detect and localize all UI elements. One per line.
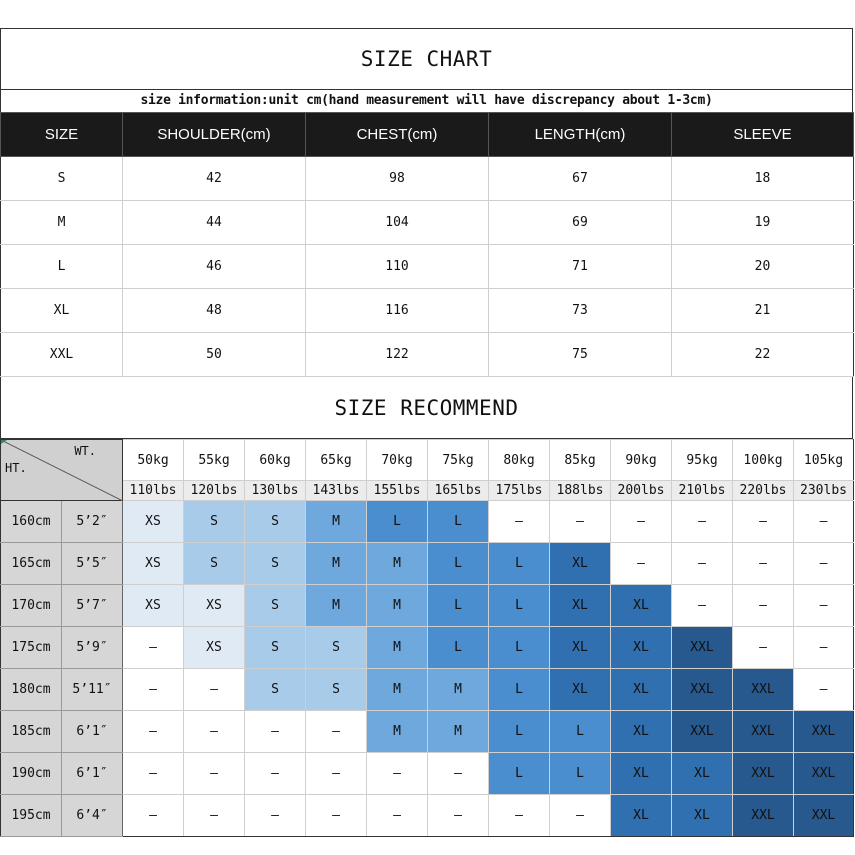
weight-lbs-cell: 210lbs [672,481,733,501]
recommend-size-cell: – [123,711,184,753]
recommend-size-cell: – [733,627,794,669]
weight-lbs-cell: 188lbs [550,481,611,501]
height-ft-cell: 5’5″ [62,543,123,585]
recommend-size-cell: XXL [794,753,854,795]
recommend-row [1,711,854,753]
weight-lbs-cell: 230lbs [794,481,854,501]
size-chart-cell: 44 [123,201,306,245]
recommend-size-cell: XXL [672,711,733,753]
recommend-size-cell: XL [611,753,672,795]
recommend-size-cell: XL [611,627,672,669]
recommend-size-cell: S [184,501,245,543]
weight-lbs-cell: 120lbs [184,481,245,501]
height-axis-label: HT. [5,461,27,475]
size-chart-cell: 104 [306,201,489,245]
weight-lbs-cell: 130lbs [245,481,306,501]
recommend-size-cell: – [184,711,245,753]
recommend-size-cell: – [489,501,550,543]
recommend-size-cell: – [245,711,306,753]
weight-lbs-cell: 143lbs [306,481,367,501]
weight-lbs-cell: 200lbs [611,481,672,501]
recommend-size-cell: L [489,585,550,627]
weight-kg-cell: 65kg [306,440,367,481]
size-chart-table [0,112,854,377]
recommend-size-cell: – [184,753,245,795]
recommend-size-cell: – [733,585,794,627]
recommend-size-cell: XL [672,795,733,837]
recommend-size-cell: – [550,501,611,543]
recommend-size-cell: XL [672,753,733,795]
size-chart-cell: 46 [123,245,306,289]
recommend-size-cell: – [245,753,306,795]
size-chart-cell: 73 [489,289,672,333]
height-ft-cell: 5’11″ [62,669,123,711]
header-size: SIZE [1,113,123,157]
size-recommend-title: SIZE RECOMMEND [0,377,853,439]
weight-kg-cell: 85kg [550,440,611,481]
recommend-size-cell: – [550,795,611,837]
recommend-size-cell: S [184,543,245,585]
recommend-size-cell: XXL [672,627,733,669]
recommend-size-cell: XXL [733,753,794,795]
table-row [1,157,854,201]
recommend-size-cell: XL [550,669,611,711]
size-chart-cell: 98 [306,157,489,201]
recommend-size-cell: XXL [733,669,794,711]
recommend-size-cell: – [123,627,184,669]
recommend-size-cell: XXL [733,711,794,753]
recommend-size-cell: XL [550,627,611,669]
size-chart-cell: 67 [489,157,672,201]
recommend-size-cell: L [489,753,550,795]
weight-lbs-cell: 155lbs [367,481,428,501]
recommend-size-cell: L [428,627,489,669]
recommend-size-cell: S [245,627,306,669]
height-cm-cell: 175cm [1,627,62,669]
height-cm-cell: 195cm [1,795,62,837]
height-ft-cell: 6’4″ [62,795,123,837]
recommend-size-cell: L [489,711,550,753]
recommend-size-cell: – [123,795,184,837]
recommend-row [1,501,854,543]
size-chart-cell: 69 [489,201,672,245]
height-cm-cell: 180cm [1,669,62,711]
weight-kg-cell: 95kg [672,440,733,481]
recommend-size-cell: – [306,711,367,753]
recommend-size-cell: – [794,669,854,711]
size-sheet [0,28,854,837]
recommend-size-cell: M [367,585,428,627]
recommend-size-cell: – [123,753,184,795]
measurement-note: size information:unit cm(hand measurement will have discrepancy about 1-3cm) [0,90,853,112]
size-chart-cell: 20 [672,245,854,289]
recommend-size-cell: S [245,585,306,627]
size-chart-cell: 18 [672,157,854,201]
recommend-row [1,585,854,627]
recommend-size-cell: – [611,543,672,585]
recommend-size-cell: S [306,627,367,669]
weight-kg-cell: 75kg [428,440,489,481]
recommend-size-cell: XXL [794,795,854,837]
weight-lbs-cell: 220lbs [733,481,794,501]
header-sleeve: SLEEVE [672,113,854,157]
size-chart-header-row [1,113,854,157]
recommend-size-cell: M [367,669,428,711]
size-recommend-table [0,439,854,837]
recommend-size-cell: – [306,753,367,795]
height-ft-cell: 5’7″ [62,585,123,627]
recommend-size-cell: L [489,669,550,711]
recommend-size-cell: XL [550,585,611,627]
weight-lbs-cell: 175lbs [489,481,550,501]
recommend-size-cell: – [794,501,854,543]
recommend-size-cell: XL [611,669,672,711]
height-cm-cell: 165cm [1,543,62,585]
table-row [1,201,854,245]
height-cm-cell: 160cm [1,501,62,543]
recommend-size-cell: S [245,543,306,585]
table-row [1,333,854,377]
recommend-size-cell: L [550,711,611,753]
size-chart-cell: 48 [123,289,306,333]
recommend-size-cell: XS [123,543,184,585]
recommend-size-cell: L [489,543,550,585]
recommend-size-cell: M [306,543,367,585]
size-chart-cell: L [1,245,123,289]
recommend-size-cell: – [306,795,367,837]
size-chart-title: SIZE CHART [0,28,853,90]
recommend-size-cell: – [794,627,854,669]
recommend-size-cell: L [428,585,489,627]
weight-kg-cell: 105kg [794,440,854,481]
recommend-size-cell: – [794,543,854,585]
weight-kg-cell: 60kg [245,440,306,481]
recommend-size-cell: – [184,669,245,711]
recommend-size-cell: – [184,795,245,837]
recommend-size-cell: – [245,795,306,837]
height-cm-cell: 170cm [1,585,62,627]
recommend-size-cell: – [672,585,733,627]
recommend-row [1,627,854,669]
weight-kg-cell: 80kg [489,440,550,481]
recommend-size-cell: XXL [794,711,854,753]
recommend-size-cell: – [733,543,794,585]
recommend-size-cell: M [306,585,367,627]
recommend-size-cell: – [367,753,428,795]
weight-lbs-cell: 165lbs [428,481,489,501]
recommend-size-cell: XL [611,795,672,837]
table-row [1,289,854,333]
size-chart-cell: 75 [489,333,672,377]
recommend-row [1,753,854,795]
size-chart-cell: 42 [123,157,306,201]
weight-kg-row [1,440,854,481]
size-chart-cell: S [1,157,123,201]
recommend-size-cell: – [672,501,733,543]
recommend-size-cell: XXL [733,795,794,837]
size-chart-cell: 21 [672,289,854,333]
weight-kg-cell: 100kg [733,440,794,481]
recommend-row [1,543,854,585]
recommend-size-cell: S [306,669,367,711]
height-ft-cell: 6’1″ [62,711,123,753]
size-chart-cell: 116 [306,289,489,333]
recommend-size-cell: L [428,543,489,585]
weight-kg-cell: 90kg [611,440,672,481]
weight-lbs-cell: 110lbs [123,481,184,501]
recommend-size-cell: L [550,753,611,795]
height-ft-cell: 5’2″ [62,501,123,543]
recommend-size-cell: – [611,501,672,543]
recommend-size-cell: XL [611,711,672,753]
recommend-size-cell: – [123,669,184,711]
size-chart-cell: 122 [306,333,489,377]
recommend-size-cell: – [428,753,489,795]
height-ft-cell: 5’9″ [62,627,123,669]
size-chart-cell: 110 [306,245,489,289]
header-shoulder: SHOULDER(cm) [123,113,306,157]
recommend-size-cell: M [428,669,489,711]
recommend-row [1,669,854,711]
height-cm-cell: 190cm [1,753,62,795]
recommend-size-cell: M [306,501,367,543]
recommend-size-cell: L [367,501,428,543]
recommend-size-cell: – [794,585,854,627]
size-chart-cell: 50 [123,333,306,377]
size-chart-cell: 19 [672,201,854,245]
table-row [1,245,854,289]
corner-cell [1,440,123,501]
recommend-size-cell: – [428,795,489,837]
recommend-size-cell: M [367,543,428,585]
recommend-size-cell: – [733,501,794,543]
size-chart-cell: M [1,201,123,245]
size-chart-cell: XL [1,289,123,333]
recommend-size-cell: XL [611,585,672,627]
weight-lbs-row [1,481,854,501]
recommend-size-cell: M [367,711,428,753]
weight-kg-cell: 50kg [123,440,184,481]
height-cm-cell: 185cm [1,711,62,753]
recommend-size-cell: XS [184,627,245,669]
size-chart-cell: 22 [672,333,854,377]
recommend-size-cell: L [428,501,489,543]
recommend-size-cell: XS [123,585,184,627]
recommend-row [1,795,854,837]
size-chart-cell: 71 [489,245,672,289]
recommend-size-cell: XL [550,543,611,585]
recommend-size-cell: – [672,543,733,585]
recommend-size-cell: L [489,627,550,669]
header-chest: CHEST(cm) [306,113,489,157]
recommend-size-cell: S [245,669,306,711]
recommend-size-cell: M [428,711,489,753]
height-ft-cell: 6’1″ [62,753,123,795]
recommend-size-cell: S [245,501,306,543]
recommend-size-cell: XXL [672,669,733,711]
recommend-size-cell: XS [123,501,184,543]
recommend-size-cell: XS [184,585,245,627]
weight-kg-cell: 55kg [184,440,245,481]
weight-axis-label: WT. [74,444,96,458]
recommend-size-cell: – [489,795,550,837]
recommend-size-cell: – [367,795,428,837]
recommend-size-cell: M [367,627,428,669]
weight-kg-cell: 70kg [367,440,428,481]
header-length: LENGTH(cm) [489,113,672,157]
size-chart-cell: XXL [1,333,123,377]
